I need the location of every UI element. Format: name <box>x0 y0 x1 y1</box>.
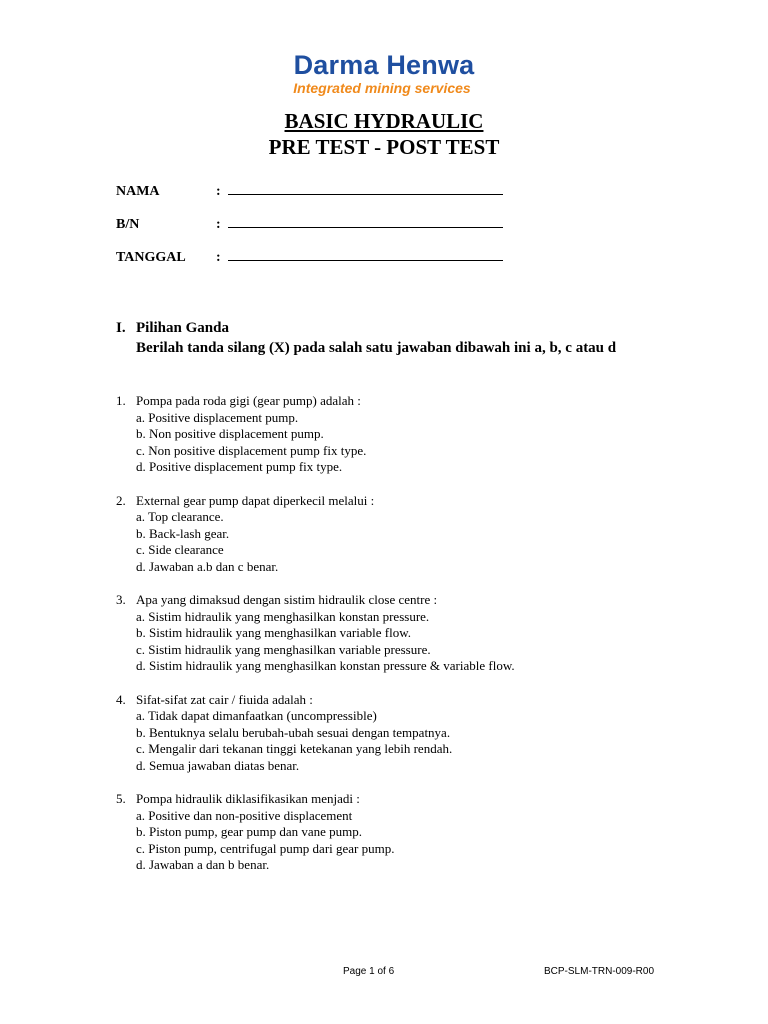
question-4 <box>116 692 676 775</box>
title-line-2: PRE TEST - POST TEST <box>268 135 500 159</box>
field-colon: : <box>216 217 221 232</box>
question-text: Pompa pada roda gigi (gear pump) adalah : <box>136 393 361 408</box>
option-d[interactable]: d. Sistim hidraulik yang menghasilkan konstan pressure & variable flow. <box>136 658 515 673</box>
option-d[interactable]: d. Jawaban a.b dan c benar. <box>136 558 279 574</box>
document-title <box>0 108 768 160</box>
company-tagline: Integrated mining services <box>293 80 471 96</box>
bn-input-line[interactable] <box>228 215 503 228</box>
question-number: 4. <box>116 691 126 707</box>
field-label: TANGGAL <box>116 250 186 265</box>
section-title: Pilihan Ganda <box>136 320 229 336</box>
option-a[interactable]: a. Positive dan non-positive displacement <box>136 807 353 823</box>
company-logo <box>0 50 768 96</box>
section-instruction: Berilah tanda silang (X) pada salah satu jawaban dibawah ini a, b, c atau d <box>136 340 617 356</box>
field-bn <box>116 215 503 234</box>
question-text: Sifat-sifat zat cair / fiuida adalah : <box>136 691 313 707</box>
question-number: 3. <box>116 592 126 607</box>
section-number: I. <box>116 320 126 336</box>
question-text: External gear pump dapat diperkecil melalui : <box>136 492 375 508</box>
option-b[interactable]: b. Piston pump, gear pump dan vane pump. <box>136 824 363 839</box>
field-label: B/N <box>116 217 140 232</box>
option-d[interactable]: d. Jawaban a dan b benar. <box>136 857 270 872</box>
option-b[interactable]: b. Sistim hidraulik yang menghasilkan variable flow. <box>136 625 411 640</box>
title-line-1: BASIC HYDRAULIC <box>284 109 484 133</box>
field-label: NAMA <box>116 184 160 199</box>
option-a[interactable]: a. Tidak dapat dimanfaatkan (uncompressible) <box>136 708 377 723</box>
tanggal-input-line[interactable] <box>228 248 503 261</box>
field-colon: : <box>216 250 221 265</box>
option-a[interactable]: a. Positive displacement pump. <box>136 409 299 425</box>
question-text: Apa yang dimaksud dengan sistim hidraulik close centre : <box>136 592 438 607</box>
option-b[interactable]: b. Bentuknya selalu berubah-ubah sesuai dengan tempatnya. <box>136 724 451 740</box>
question-number: 1. <box>116 393 126 408</box>
field-colon: : <box>216 184 221 199</box>
option-c[interactable]: c. Mengalir dari tekanan tinggi ketekanan yang lebih rendah. <box>136 741 453 756</box>
page-number: Page 1 of 6 <box>343 966 395 977</box>
nama-input-line[interactable] <box>228 182 503 195</box>
option-c[interactable]: c. Sistim hidraulik yang menghasilkan variable pressure. <box>136 641 431 657</box>
section-heading <box>116 318 676 358</box>
option-b[interactable]: b. Non positive displacement pump. <box>136 426 324 441</box>
option-c[interactable]: c. Non positive displacement pump fix type. <box>136 442 367 458</box>
question-list <box>116 393 676 891</box>
question-3 <box>116 592 676 675</box>
option-a[interactable]: a. Sistim hidraulik yang menghasilkan konstan pressure. <box>136 608 430 624</box>
company-name: Darma Henwa <box>293 50 475 80</box>
field-tanggal <box>116 248 503 267</box>
question-number: 2. <box>116 492 126 508</box>
option-c[interactable]: c. Piston pump, centrifugal pump dari gear pump. <box>136 840 395 856</box>
option-c[interactable]: c. Side clearance <box>136 542 224 557</box>
option-d[interactable]: d. Semua jawaban diatas benar. <box>136 757 300 773</box>
option-a[interactable]: a. Top clearance. <box>136 509 224 524</box>
question-2 <box>116 493 676 576</box>
question-5 <box>116 791 676 874</box>
option-d[interactable]: d. Positive displacement pump fix type. <box>136 459 343 474</box>
option-b[interactable]: b. Back-lash gear. <box>136 525 230 541</box>
question-number: 5. <box>116 791 126 806</box>
document-code: BCP-SLM-TRN-009-R00 <box>544 966 655 977</box>
field-nama <box>116 182 503 201</box>
question-text: Pompa hidraulik diklasifikasikan menjadi : <box>136 791 360 806</box>
question-1 <box>116 393 676 476</box>
